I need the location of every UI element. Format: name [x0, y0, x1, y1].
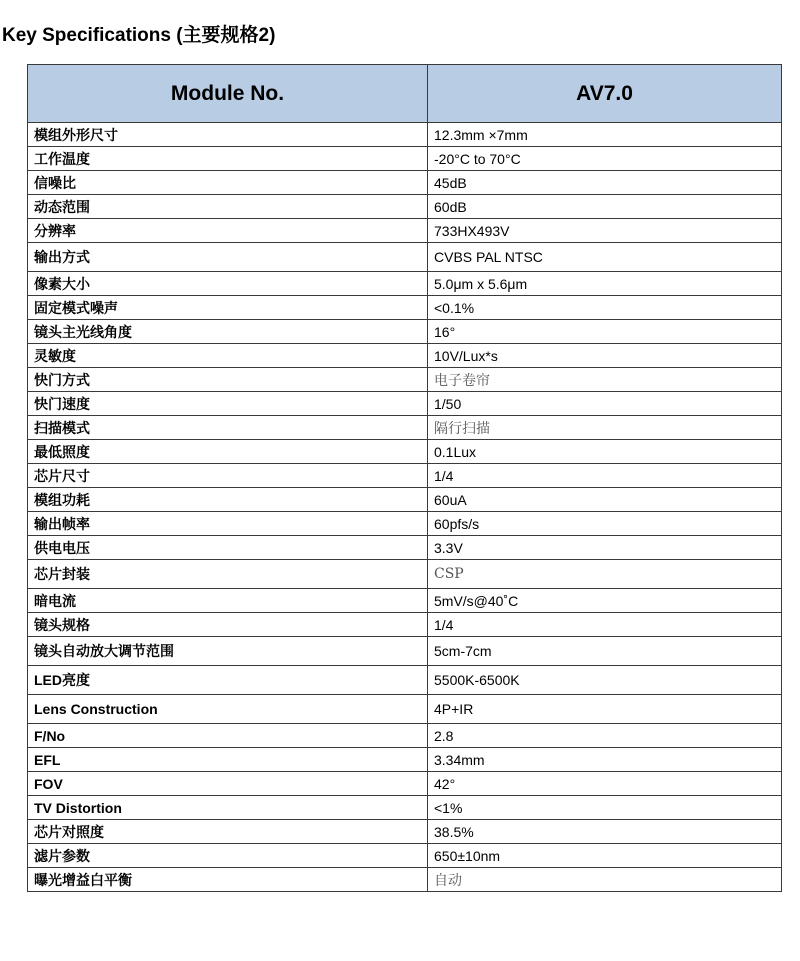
table-row	[28, 748, 782, 772]
spec-value: 自动	[428, 868, 782, 892]
spec-label: 镜头自动放大调节范围	[28, 637, 428, 666]
column-header-model: AV7.0	[428, 65, 782, 123]
spec-value: 10V/Lux*s	[428, 344, 782, 368]
table-row	[28, 724, 782, 748]
spec-label: 滤片参数	[28, 844, 428, 868]
table-row	[28, 512, 782, 536]
spec-label: 输出帧率	[28, 512, 428, 536]
spec-value: 60uA	[428, 488, 782, 512]
table-header-row	[28, 65, 782, 123]
spec-label: FOV	[28, 772, 428, 796]
spec-table	[27, 64, 782, 892]
table-row	[28, 589, 782, 613]
spec-value: 12.3mm ×7mm	[428, 123, 782, 147]
table-row	[28, 772, 782, 796]
table-row	[28, 219, 782, 243]
spec-label: 镜头规格	[28, 613, 428, 637]
spec-value: 1/50	[428, 392, 782, 416]
spec-label: 曝光增益白平衡	[28, 868, 428, 892]
table-row	[28, 844, 782, 868]
table-row	[28, 243, 782, 272]
table-row	[28, 488, 782, 512]
spec-label: 模组外形尺寸	[28, 123, 428, 147]
spec-value: 5mV/s@40˚C	[428, 589, 782, 613]
table-row	[28, 320, 782, 344]
spec-label: Lens Construction	[28, 695, 428, 724]
spec-value: CSP	[428, 560, 782, 589]
table-row	[28, 147, 782, 171]
spec-value: <0.1%	[428, 296, 782, 320]
table-row	[28, 464, 782, 488]
spec-label: 镜头主光线角度	[28, 320, 428, 344]
table-row	[28, 666, 782, 695]
spec-value: 42°	[428, 772, 782, 796]
table-row	[28, 171, 782, 195]
spec-value: 4P+IR	[428, 695, 782, 724]
spec-label: 分辨率	[28, 219, 428, 243]
spec-value: 38.5%	[428, 820, 782, 844]
table-row	[28, 868, 782, 892]
spec-value: 733HX493V	[428, 219, 782, 243]
table-row	[28, 796, 782, 820]
spec-label: EFL	[28, 748, 428, 772]
spec-value: 3.3V	[428, 536, 782, 560]
spec-value: 电子卷帘	[428, 368, 782, 392]
spec-value: 5.0μm x 5.6μm	[428, 272, 782, 296]
spec-label: 快门方式	[28, 368, 428, 392]
spec-label: 芯片封装	[28, 560, 428, 589]
spec-value: <1%	[428, 796, 782, 820]
table-row	[28, 392, 782, 416]
spec-value: 5500K-6500K	[428, 666, 782, 695]
table-row	[28, 440, 782, 464]
spec-label: 工作温度	[28, 147, 428, 171]
spec-value: 650±10nm	[428, 844, 782, 868]
spec-value: -20°C to 70°C	[428, 147, 782, 171]
spec-label: 最低照度	[28, 440, 428, 464]
table-row	[28, 195, 782, 219]
spec-label: 芯片尺寸	[28, 464, 428, 488]
table-row	[28, 695, 782, 724]
spec-label: 快门速度	[28, 392, 428, 416]
spec-label: LED亮度	[28, 666, 428, 695]
spec-label: F/No	[28, 724, 428, 748]
table-row	[28, 296, 782, 320]
spec-value: CVBS PAL NTSC	[428, 243, 782, 272]
spec-label: 暗电流	[28, 589, 428, 613]
table-row	[28, 344, 782, 368]
spec-value: 1/4	[428, 464, 782, 488]
spec-value: 16°	[428, 320, 782, 344]
spec-label: 供电电压	[28, 536, 428, 560]
table-row	[28, 123, 782, 147]
table-row	[28, 820, 782, 844]
spec-value: 45dB	[428, 171, 782, 195]
spec-label: 扫描模式	[28, 416, 428, 440]
table-row	[28, 416, 782, 440]
spec-value: 隔行扫描	[428, 416, 782, 440]
spec-label: 像素大小	[28, 272, 428, 296]
spec-label: 信噪比	[28, 171, 428, 195]
spec-label: 固定模式噪声	[28, 296, 428, 320]
spec-label: TV Distortion	[28, 796, 428, 820]
spec-label: 芯片对照度	[28, 820, 428, 844]
spec-value: 5cm-7cm	[428, 637, 782, 666]
spec-value: 1/4	[428, 613, 782, 637]
spec-value: 0.1Lux	[428, 440, 782, 464]
spec-label: 灵敏度	[28, 344, 428, 368]
spec-value: 60dB	[428, 195, 782, 219]
spec-value: 60pfs/s	[428, 512, 782, 536]
page-title: Key Specifications (主要规格2)	[2, 25, 276, 46]
table-row	[28, 613, 782, 637]
spec-value: 3.34mm	[428, 748, 782, 772]
spec-label: 输出方式	[28, 243, 428, 272]
table-row	[28, 637, 782, 666]
table-row	[28, 536, 782, 560]
spec-label: 模组功耗	[28, 488, 428, 512]
table-row	[28, 560, 782, 589]
spec-value: 2.8	[428, 724, 782, 748]
table-row	[28, 368, 782, 392]
table-row	[28, 272, 782, 296]
spec-label: 动态范围	[28, 195, 428, 219]
column-header-module-no: Module No.	[28, 65, 428, 123]
